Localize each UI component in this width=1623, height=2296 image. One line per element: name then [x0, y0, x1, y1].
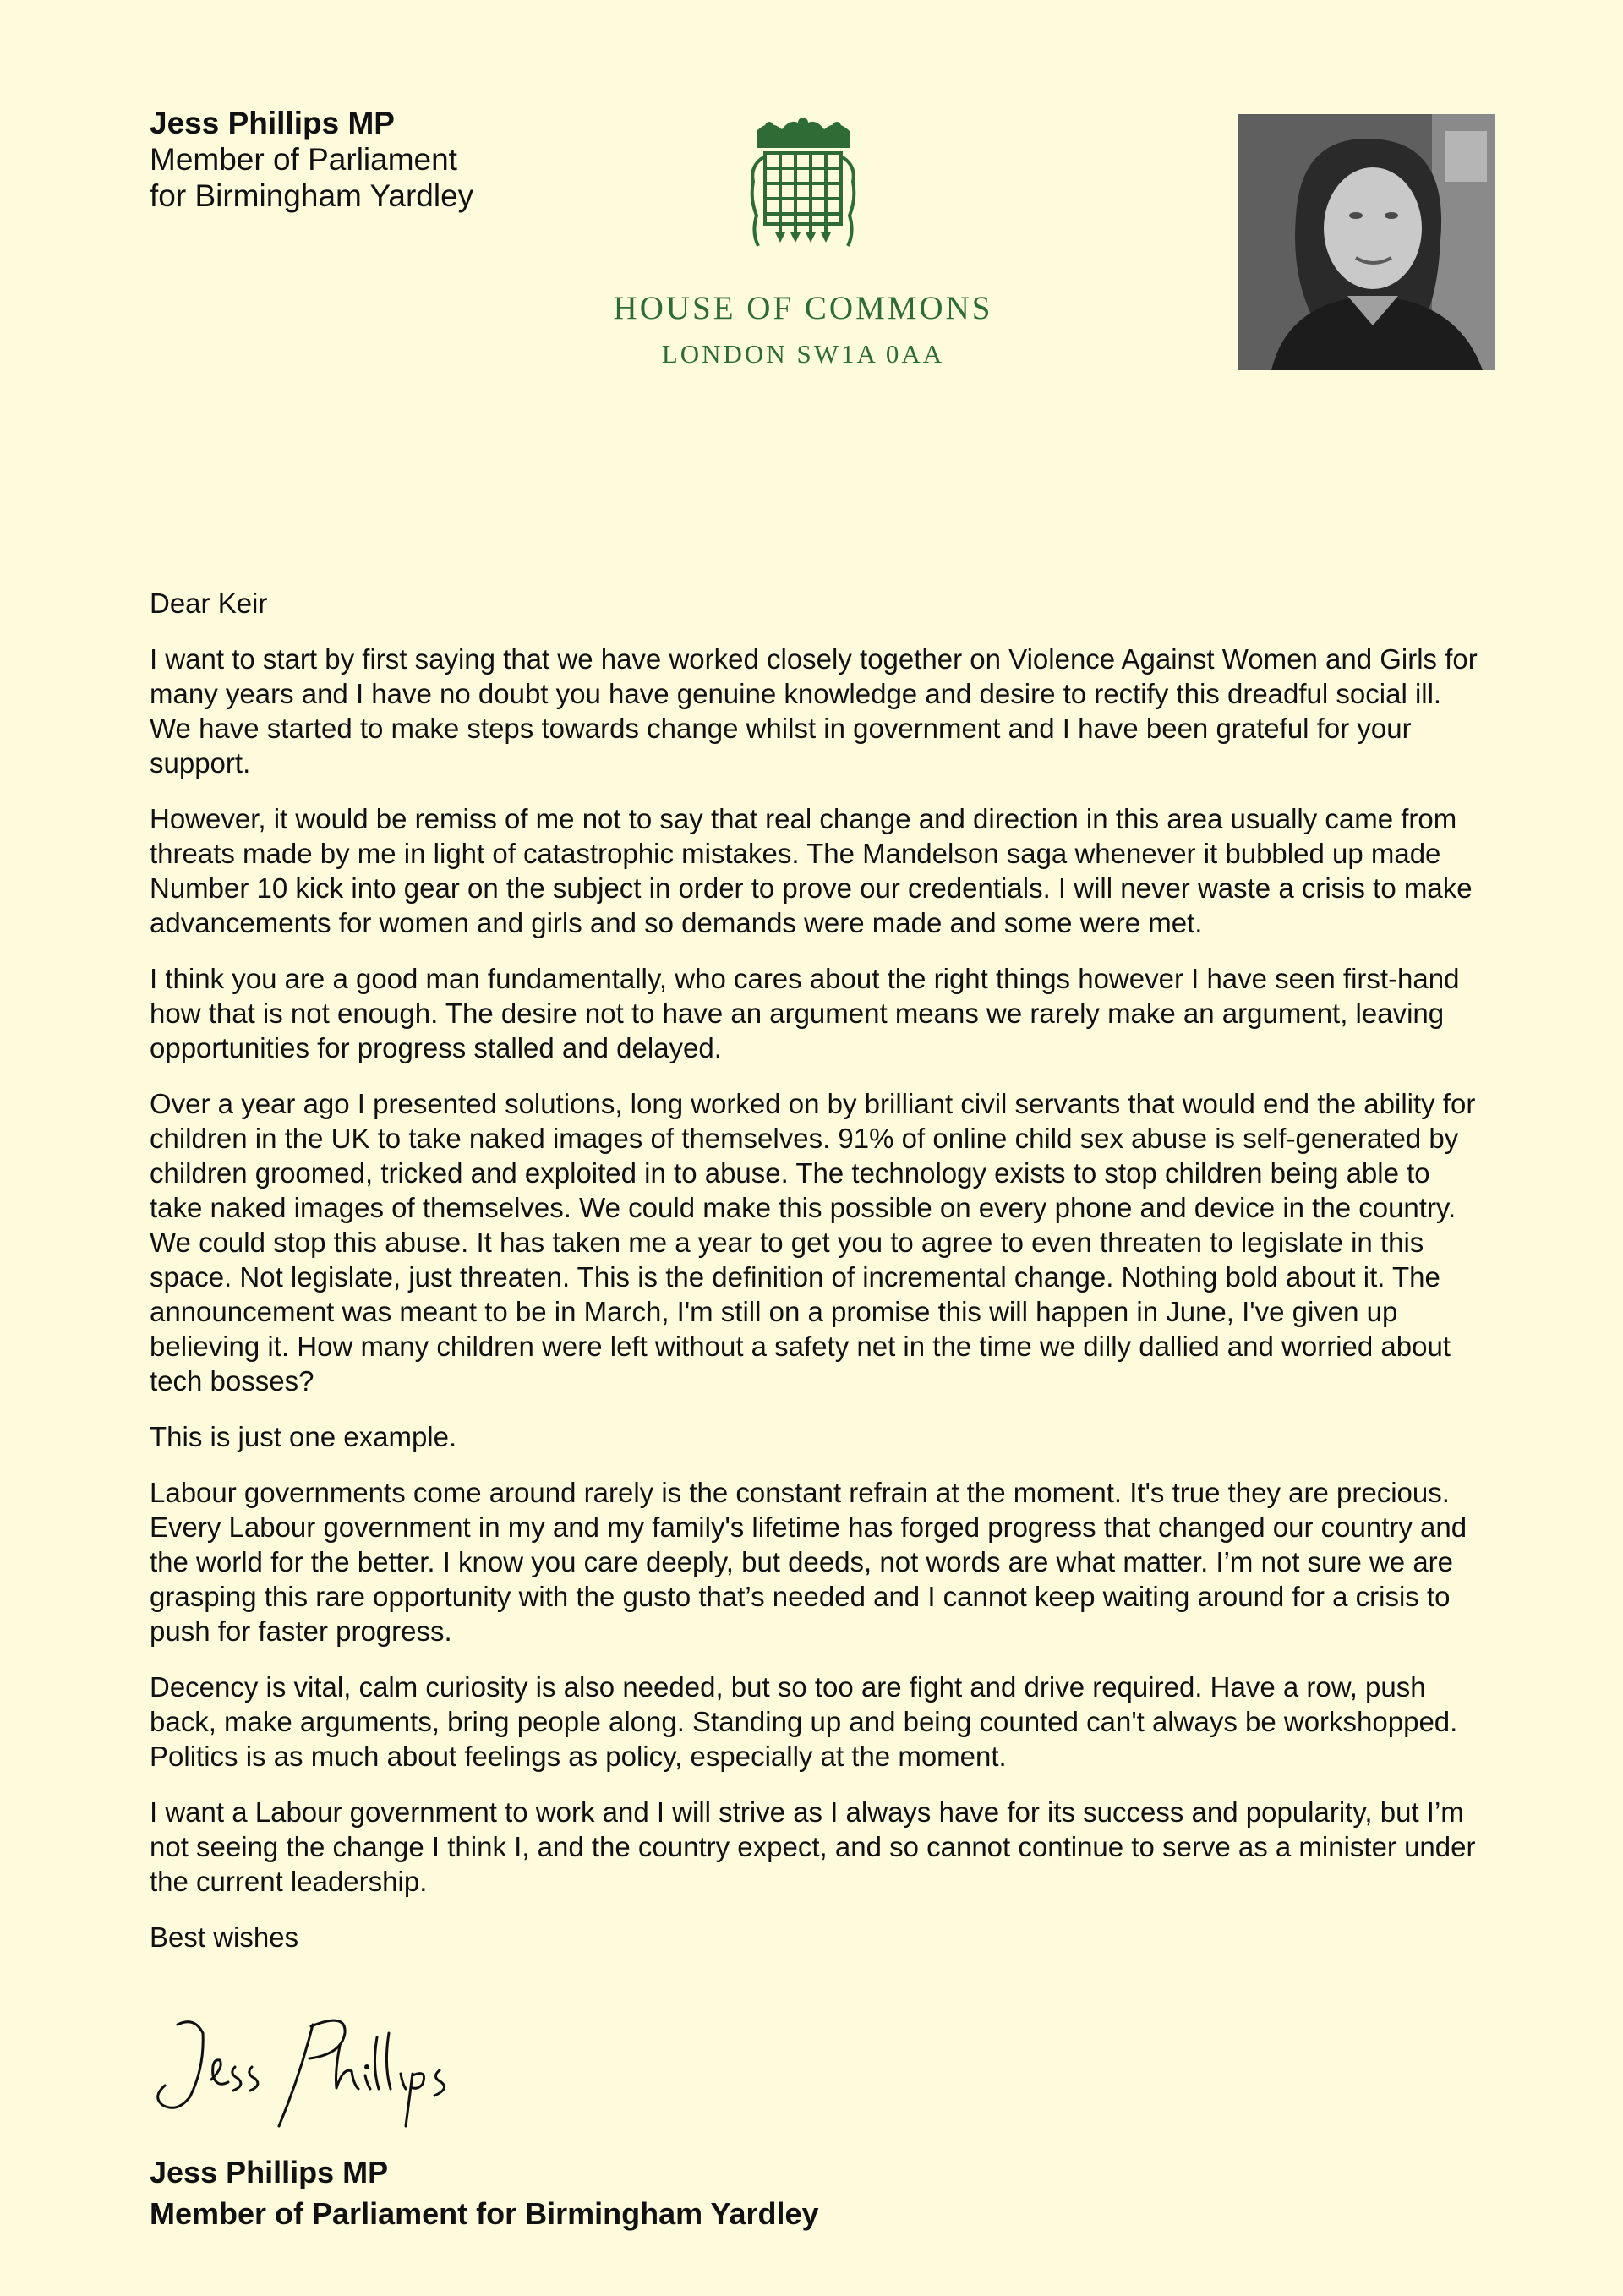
paragraph-2: However, it would be remiss of me not to say that real change and direction in this area usually came from threats made by me in light of catastrophic mistakes. The Mandelson saga whenever it bubbled up made Number 10 kick into gear on the subject in order to prove our credentials. I will never waste a crisis to make advancements for women and girls and so demands were made and some were met. [150, 803, 1473, 938]
paragraph-1: I want to start by first saying that we have worked closely together on Violence Against Women and Girls for many years and I have no doubt you have genuine knowledge and desire to rectify this dreadful social ill. We have started to make steps towards change whilst in government and I have been grateful for your support. [150, 643, 1478, 779]
paragraph-6: Labour governments come around rarely is the constant refrain at the moment. It's true they are precious. Every Labour government in my and my family's lifetime has forged progress that changed our country and the world for the better. I know you care deeply, but deeds, not words are what matter. I’m not sure we are grasping this rare opportunity with the gusto that’s needed and I cannot keep waiting around for a crisis to push for faster progress. [150, 1477, 1467, 1647]
sender-title-line: Member of Parliament [150, 142, 457, 177]
paragraph-3: I think you are a good man fundamentally, who cares about the right things however I have seen first-hand how that is not enough. The desire not to have an argument means we rarely make an argument, leaving opportunities for progress stalled and delayed. [150, 963, 1460, 1063]
closing-title: Member of Parliament for Birmingham Yardley [150, 2196, 819, 2231]
house-of-commons-title: HOUSE OF COMMONS [613, 290, 993, 326]
paragraph-7: Decency is vital, calm curiosity is also needed, but so too are fight and drive required. Have a row, push back, make arguments, bring people along. Standing up and being counted can't always be workshopped. Politics is as much about feelings as policy, especially at the moment. [150, 1671, 1458, 1772]
letter-body [150, 586, 1485, 1976]
portrait-photo-icon [1238, 114, 1495, 370]
letterhead [541, 114, 1065, 369]
sender-constituency-line: for Birmingham Yardley [150, 178, 474, 213]
signoff: Best wishes [150, 1922, 299, 1953]
closing-name: Jess Phillips MP [150, 2155, 389, 2189]
paragraph-8: I want a Labour government to work and I will strive as I always have for its success and popularity, but I’m not seeing the change I think I, and the country expect, and so cannot continue to serve as a minister under the current leadership. [150, 1796, 1476, 1897]
sender-block [150, 105, 473, 214]
sender-name: Jess Phillips MP [150, 106, 395, 140]
portrait-photo [1238, 114, 1495, 370]
paragraph-5: This is just one example. [150, 1421, 457, 1452]
signature [144, 2008, 482, 2139]
salutation: Dear Keir [150, 588, 268, 619]
house-address: LONDON SW1A 0AA [661, 339, 945, 369]
handwritten-signature-icon [144, 2008, 482, 2135]
closing-block [150, 2151, 819, 2234]
paragraph-4: Over a year ago I presented solutions, long worked on by brilliant civil servants that would end the ability for children in the UK to take naked images of themselves. 91% of online child sex abuse is self-generated by children groomed, tricked and exploited in to abuse. The technology exists to stop children being able to take naked images of themselves. We could make this possible on every phone and device in the country. We could stop this abuse. It has taken me a year to get you to agree to even threaten to legislate in this space. Not legislate, just threaten. This is the definition of incremental change. Nothing bold about it. The announcement was meant to be in March, I'm still on a promise this will happen in June, I've given up believing it. How many children were left without a safety net in the time we dilly dallied and worried about tech bosses? [150, 1088, 1476, 1397]
portcullis-crest-icon [740, 114, 866, 249]
